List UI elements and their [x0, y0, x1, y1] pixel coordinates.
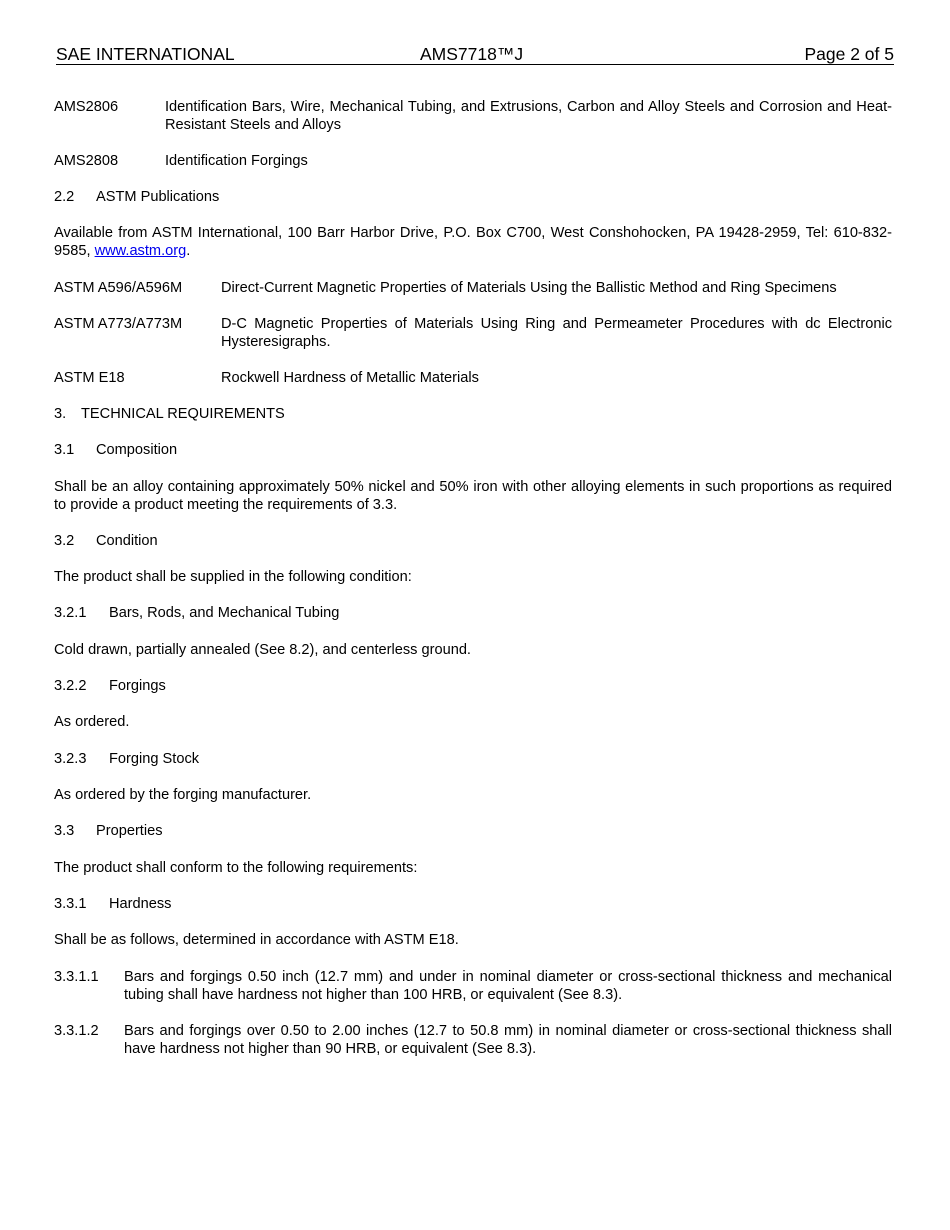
section-title: Condition [96, 533, 158, 549]
reference-astm-a596 [54, 279, 892, 297]
section-3-2-2-paragraph: As ordered. [54, 714, 130, 730]
section-3-2-1-paragraph: Cold drawn, partially annealed (See 8.2), and centerless ground. [54, 642, 471, 658]
page-header [56, 44, 894, 65]
section-number: 2.2 [54, 189, 75, 205]
astm-availability-paragraph [54, 224, 892, 260]
item-text: Bars and forgings 0.50 inch (12.7 mm) and under in nominal diameter or cross-sectional thickness and mechanical tubing shall have hardness not higher than 100 HRB, or equivalent (See 8.3). [124, 969, 892, 1003]
astm-website-link[interactable]: www.astm.org [94, 243, 187, 259]
section-number: 3.3 [54, 823, 75, 839]
reference-code: ASTM A596/A596M [54, 280, 183, 296]
section-title: Forging Stock [109, 751, 200, 767]
section-3-2-3-paragraph: As ordered by the forging manufacturer. [54, 787, 312, 803]
section-title: Properties [96, 823, 163, 839]
reference-title: Rockwell Hardness of Metallic Materials [221, 370, 479, 386]
reference-title: Identification Forgings [165, 153, 308, 169]
astm-availability-end: . [186, 243, 191, 259]
reference-code: AMS2806 [54, 99, 119, 115]
section-title: Bars, Rods, and Mechanical Tubing [109, 605, 340, 621]
section-number: 3.1 [54, 442, 75, 458]
section-number: 3. [54, 406, 67, 422]
section-number: 3.2 [54, 533, 75, 549]
section-3-3-1-heading [54, 895, 892, 913]
reference-ams2808 [54, 152, 892, 170]
section-number: 3.2.1 [54, 605, 87, 621]
astm-availability-text: Available from ASTM International, 100 Barr Harbor Drive, P.O. Box C700, West Conshohocken, PA 19428-2959, Tel: 610-832-9585, [54, 225, 892, 259]
section-number: 3.2.3 [54, 751, 87, 767]
section-title: Composition [96, 442, 178, 458]
item-number: 3.3.1.2 [54, 1023, 99, 1039]
reference-title: D-C Magnetic Properties of Materials Using Ring and Permeameter Procedures with dc Electronic Hysteresigraphs. [221, 316, 892, 350]
section-title: ASTM Publications [96, 189, 220, 205]
section-3-2-heading [54, 532, 892, 550]
reference-ams2806 [54, 98, 892, 134]
section-3-heading [54, 405, 892, 423]
section-3-3-1-paragraph: Shall be as follows, determined in accordance with ASTM E18. [54, 932, 459, 948]
section-3-2-paragraph: The product shall be supplied in the following condition: [54, 569, 412, 585]
header-org: SAE INTERNATIONAL [56, 44, 235, 64]
section-2-2-heading [54, 188, 892, 206]
reference-title: Identification Bars, Wire, Mechanical Tubing, and Extrusions, Carbon and Alloy Steels and Corrosion and Heat-Resistant Steels and Alloys [165, 99, 892, 133]
header-page-number: Page 2 of 5 [804, 44, 894, 64]
reference-astm-a773 [54, 315, 892, 351]
section-number: 3.3.1 [54, 896, 87, 912]
section-title: Forgings [109, 678, 166, 694]
section-3-2-1-heading [54, 604, 892, 622]
item-number: 3.3.1.1 [54, 969, 99, 985]
item-text: Bars and forgings over 0.50 to 2.00 inches (12.7 to 50.8 mm) in nominal diameter or cross-sectional thickness shall have hardness not higher than 90 HRB, or equivalent (See 8.3). [124, 1023, 892, 1057]
section-3-1-heading [54, 441, 892, 459]
reference-code: AMS2808 [54, 153, 119, 169]
section-3-2-3-heading [54, 750, 892, 768]
section-title: Hardness [109, 896, 172, 912]
reference-code: ASTM A773/A773M [54, 316, 183, 332]
section-3-3-1-2-item [54, 1022, 892, 1058]
reference-astm-e18 [54, 369, 892, 387]
reference-code: ASTM E18 [54, 370, 125, 386]
header-doc-number: AMS7718™J [420, 44, 524, 64]
section-3-2-2-heading [54, 677, 892, 695]
section-3-1-paragraph: Shall be an alloy containing approximately 50% nickel and 50% iron with other alloying elements in such proportions as required to provide a product meeting the requirements of 3.3. [54, 479, 892, 513]
reference-title: Direct-Current Magnetic Properties of Materials Using the Ballistic Method and Ring Specimens [221, 280, 837, 296]
section-3-3-1-1-item [54, 968, 892, 1004]
section-number: 3.2.2 [54, 678, 87, 694]
section-title: TECHNICAL REQUIREMENTS [81, 406, 285, 422]
section-3-3-paragraph: The product shall conform to the following requirements: [54, 860, 418, 876]
section-3-3-heading [54, 822, 892, 840]
